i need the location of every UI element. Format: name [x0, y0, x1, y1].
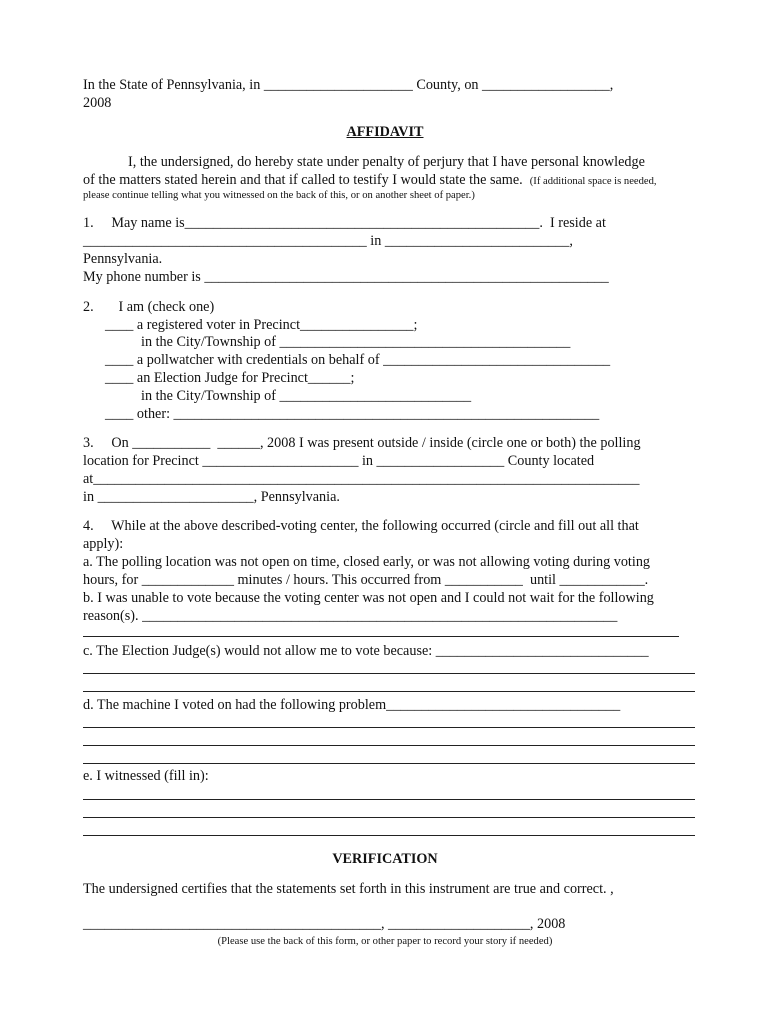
verification-title: VERIFICATION — [332, 851, 438, 867]
document-title: AFFIDAVIT — [346, 124, 424, 140]
footnote: (Please use the back of this form, or other paper to record your story if needed) — [217, 936, 553, 947]
blank-rule — [83, 745, 695, 746]
intro-note: (If additional space is needed, — [529, 176, 657, 187]
section1-name-line: 1. May name is__________________________________________________. I reside at — [83, 215, 606, 231]
section4-item-d: d. The machine I voted on had the following problem_________________________________ — [83, 697, 621, 713]
section3-line-4: in ______________________, Pennsylvania. — [83, 489, 340, 505]
section4-item-a-line-2: hours, for _____________ minutes / hours. This occurred from ___________ until ____________. — [83, 572, 649, 588]
header-location-date: In the State of Pennsylvania, in _____________________ County, on __________________, — [83, 77, 614, 93]
header-year: 2008 — [83, 95, 112, 111]
blank-rule — [83, 817, 695, 818]
signature-date-line: __________________________________________, ____________________, 2008 — [83, 916, 566, 932]
verification-statement: The undersigned certifies that the statements set forth in this instrument are true and correct. , — [83, 881, 614, 897]
section4-item-e: e. I witnessed (fill in): — [83, 768, 209, 784]
blank-rule — [83, 673, 695, 674]
section3-line-2: location for Precinct ______________________ in __________________ County located — [83, 453, 595, 469]
section4-line-1: 4. While at the above described-voting center, the following occurred (circle and fill out all that — [83, 518, 639, 534]
section2-option-judge: ____ an Election Judge for Precinct______; — [105, 370, 355, 386]
intro-note-continued: please continue telling what you witnessed on the back of this, or on another sheet of paper.) — [83, 190, 475, 201]
section2-option-voter-township: in the City/Township of _________________________________________ — [141, 334, 571, 350]
blank-rule — [83, 636, 679, 637]
section2-heading: 2. I am (check one) — [83, 299, 215, 315]
section4-item-c: c. The Election Judge(s) would not allow me to vote because: ______________________________ — [83, 643, 649, 659]
section2-option-other: ____ other: ____________________________________________________________ — [105, 406, 600, 422]
intro-statement: of the matters stated herein and that if called to testify I would state the same. — [83, 172, 523, 188]
section4-item-a-line-1: a. The polling location was not open on time, closed early, or was not allowing voting during voting — [83, 554, 651, 570]
blank-rule — [83, 799, 695, 800]
section3-line-3: at_____________________________________________________________________________ — [83, 471, 640, 487]
blank-rule — [83, 763, 695, 764]
section1-state: Pennsylvania. — [83, 251, 163, 267]
section4-item-b-line-1: b. I was unable to vote because the voting center was not open and I could not wait for the following — [83, 590, 654, 606]
section1-phone-line: My phone number is _________________________________________________________ — [83, 269, 609, 285]
blank-rule — [83, 835, 695, 836]
section4-line-2: apply): — [83, 536, 124, 552]
section4-item-b-line-2: reason(s). ___________________________________________________________________ — [83, 608, 618, 624]
section2-option-judge-township: in the City/Township of ___________________________ — [141, 388, 472, 404]
section1-address-line: ________________________________________ in __________________________, — [83, 233, 573, 249]
section2-option-pollwatcher: ____ a pollwatcher with credentials on behalf of ________________________________ — [105, 352, 611, 368]
section2-option-voter: ____ a registered voter in Precinct________________; — [105, 317, 418, 333]
intro-line-1: I, the undersigned, do hereby state under penalty of perjury that I have personal knowledge — [128, 154, 645, 170]
blank-rule — [83, 727, 695, 728]
blank-rule — [83, 691, 695, 692]
section3-line-1: 3. On ___________ ______, 2008 I was present outside / inside (circle one or both) the polling — [83, 435, 641, 451]
